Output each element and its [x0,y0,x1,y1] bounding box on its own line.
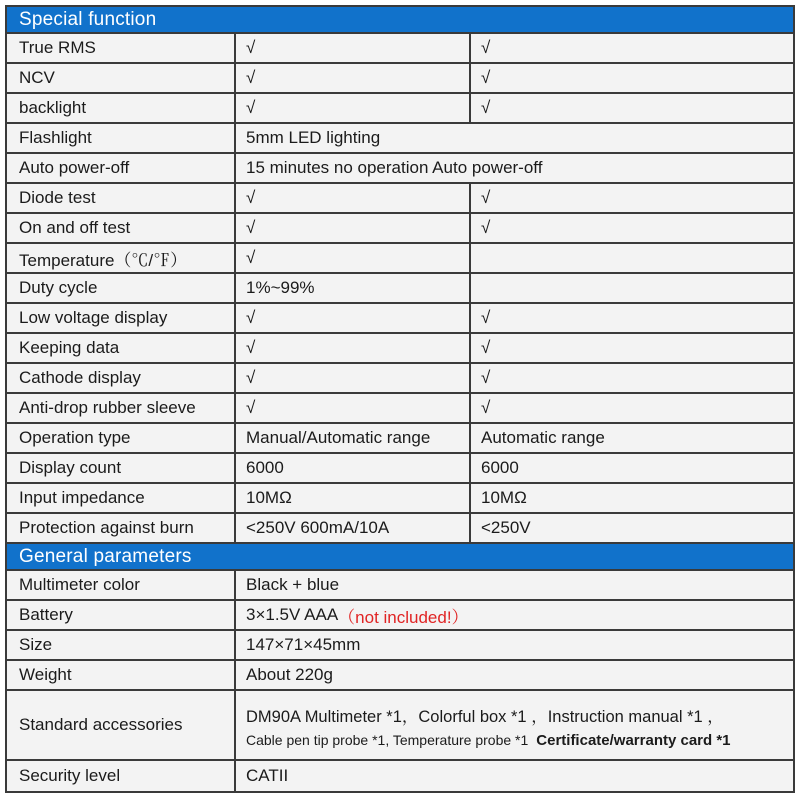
row-label: Flashlight [19,128,92,147]
value-cell: 147×71×45mm [234,631,793,659]
row-label: Size [19,635,53,654]
value-cell: CATII [234,761,793,791]
row-label: Battery [19,605,73,624]
row-label: Auto power-off [19,158,130,177]
row-label: Low voltage display [19,308,168,327]
row-label: Protection against burn [19,518,194,537]
row-label: Diode test [19,188,96,207]
table-row [7,514,793,544]
accessories-line-2-normal: Cable pen tip probe *1, Temperature probe *1 [246,732,529,748]
section-header-special-function [7,7,793,34]
row-label: Temperature（℃/℉） [19,250,188,270]
accessories-line-1: DM90A Multimeter *1，Colorful box *1 ，Instruction manual *1 ， [246,708,724,726]
table-row [7,334,793,364]
value-cell: Manual/Automatic range [234,424,469,452]
row-label: Cathode display [19,368,141,387]
accessories-line-2-bold: Certificate/warranty card *1 [536,732,731,749]
value-cell: 5mm LED lighting [234,124,793,152]
row-label: On and off test [19,218,131,237]
value-cell [469,274,793,302]
table-row [7,184,793,214]
row-label: Input impedance [19,488,145,507]
value-cell: 6000 [234,454,469,482]
row-label: Display count [19,458,122,477]
value-cell: √ [234,304,469,332]
spec-table [5,5,795,793]
value-cell: √ [234,364,469,392]
value-cell: √ [234,34,469,62]
value-cell: <250V [469,514,793,542]
value-cell: √ [234,334,469,362]
row-label: backlight [19,98,87,117]
row-label: Keeping data [19,338,120,357]
section-header-general-parameters [7,544,793,571]
row-label: True RMS [19,38,96,57]
value-cell: √ [234,64,469,92]
table-row [7,274,793,304]
value-cell: 15 minutes no operation Auto power-off [234,154,793,182]
row-label: Multimeter color [19,575,140,594]
table-row [7,124,793,154]
table-row [7,631,793,661]
value-cell: About 220g [234,661,793,689]
battery-not-included-note: （not included!） [338,607,469,627]
value-cell: √ [234,184,469,212]
section-title: Special function [19,8,157,30]
table-row [7,364,793,394]
table-row [7,304,793,334]
value-cell: √ [469,184,793,212]
table-row [7,34,793,64]
value-cell: √ [469,214,793,242]
value-cell: √ [469,34,793,62]
row-label: NCV [19,68,55,87]
value-cell: 1%~99% [234,274,469,302]
value-cell: √ [469,304,793,332]
value-cell: √ [234,94,469,122]
row-label: Operation type [19,428,131,447]
value-cell: √ [469,394,793,422]
table-row [7,154,793,184]
row-label: Weight [19,665,72,684]
row-label: Anti-drop rubber sleeve [19,398,196,417]
table-row [7,214,793,244]
value-cell: <250V 600mA/10A [234,514,469,542]
value-cell: Black + blue [234,571,793,599]
battery-value: 3×1.5V AAA [246,605,339,624]
row-label: Standard accessories [19,715,183,734]
table-row [7,454,793,484]
value-cell: √ [469,334,793,362]
row-label: Duty cycle [19,278,98,297]
value-cell: √ [469,64,793,92]
value-cell: 6000 [469,454,793,482]
table-row [7,394,793,424]
table-row [7,661,793,691]
table-row [7,761,793,791]
table-row [7,601,793,631]
table-row [7,484,793,514]
value-cell: √ [469,94,793,122]
value-cell [234,691,793,759]
value-cell: √ [234,214,469,242]
value-cell: √ [469,364,793,392]
value-cell [234,601,793,629]
table-row [7,691,793,761]
value-cell: Automatic range [469,424,793,452]
table-row [7,571,793,601]
table-row [7,94,793,124]
accessories-line-2 [246,732,731,749]
table-row [7,64,793,94]
value-cell: 10MΩ [469,484,793,512]
table-row [7,244,793,274]
value-cell: √ [234,244,469,272]
value-cell [469,244,793,272]
table-row [7,424,793,454]
section-title: General parameters [19,545,192,567]
row-label: Security level [19,766,121,785]
value-cell: 10MΩ [234,484,469,512]
value-cell: √ [234,394,469,422]
